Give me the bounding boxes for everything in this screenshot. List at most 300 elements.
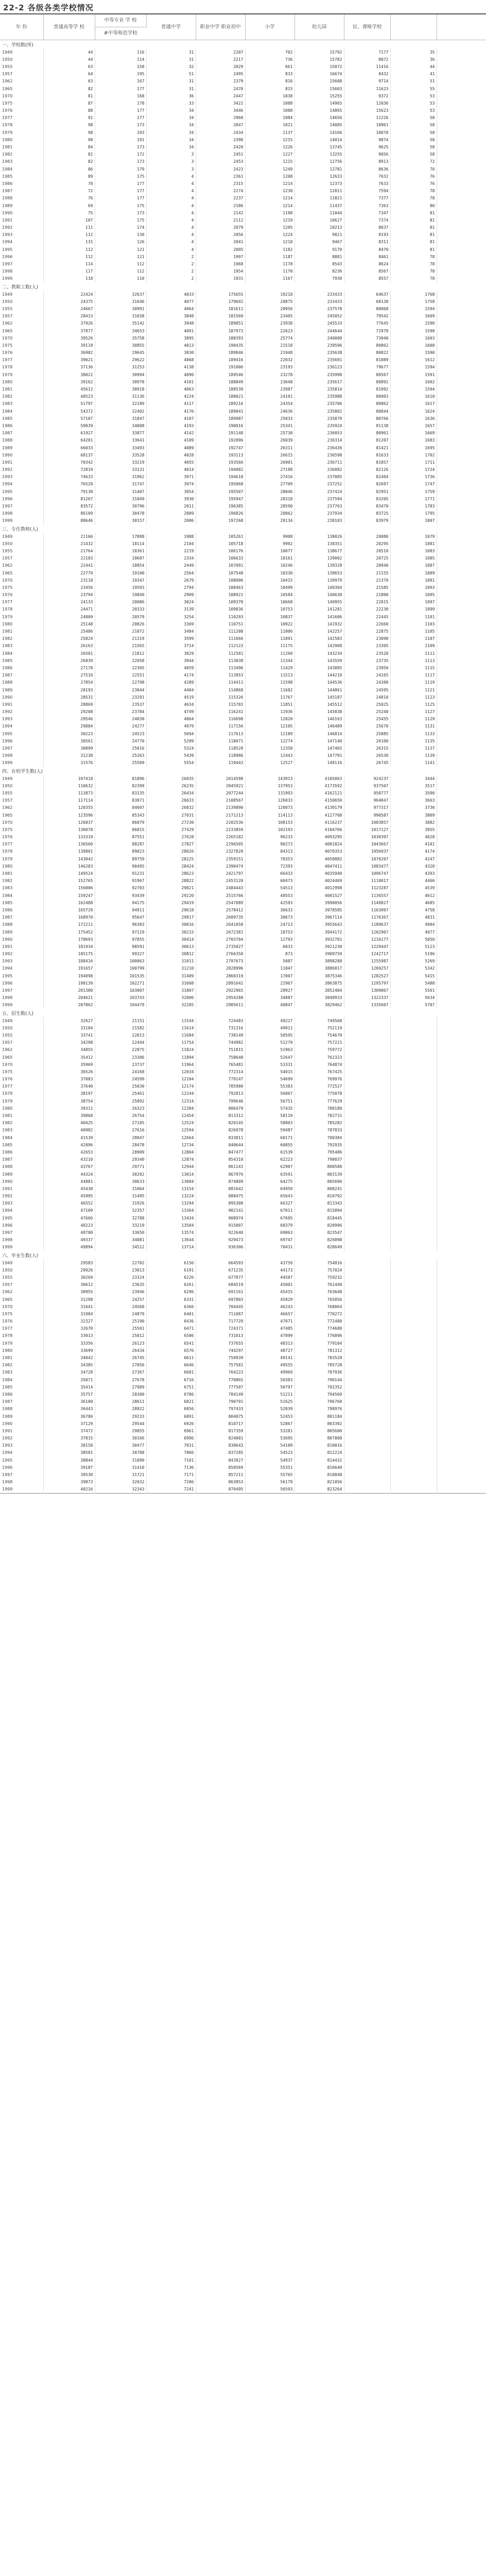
- row-year: 1976: [0, 349, 43, 357]
- row-year: 1970: [0, 577, 43, 584]
- table-cell: 13294: [146, 1200, 196, 1207]
- row-year: 1981: [0, 1112, 43, 1119]
- table-row: [0, 459, 486, 466]
- table-cell: 21319: [95, 635, 146, 642]
- table-row: [0, 606, 486, 613]
- table-cell: 1003857: [344, 819, 390, 826]
- table-cell: 20725: [344, 555, 390, 562]
- table-cell: 51625: [245, 1398, 294, 1405]
- table-cell: 33741: [43, 1031, 95, 1039]
- table-cell: 156006: [43, 885, 95, 892]
- table-cell: 76: [390, 173, 437, 180]
- table-cell: 236314: [294, 437, 344, 444]
- table-cell: 12594: [146, 1127, 196, 1134]
- table-cell: 2006: [146, 517, 196, 524]
- table-cell: 2641058: [196, 921, 245, 928]
- row-year: 1993: [0, 716, 43, 723]
- table-cell: 74633: [43, 473, 95, 481]
- table-cell: 8624: [344, 260, 390, 267]
- table-cell: 78: [390, 253, 437, 260]
- table-row: [0, 672, 486, 679]
- table-cell: 785728: [294, 1362, 344, 1369]
- table-cell: 798037: [294, 1156, 344, 1163]
- table-cell: 106176: [196, 547, 245, 554]
- table-row: [0, 495, 486, 502]
- table-cell: 55765: [245, 1471, 294, 1478]
- table-cell: 4864: [146, 716, 196, 723]
- table-row: [0, 1420, 486, 1427]
- table-cell: 7101: [146, 1456, 196, 1464]
- table-cell: 807808: [294, 1435, 344, 1442]
- row-year: 1962: [0, 320, 43, 327]
- table-cell: 39873: [43, 1479, 95, 1486]
- table-row: [0, 599, 486, 606]
- table-cell: 27628: [146, 834, 196, 841]
- row-year: 1983: [0, 1127, 43, 1134]
- table-cell: 77645: [344, 320, 390, 327]
- table-cell: 235638: [294, 349, 344, 357]
- table-cell: 684519: [196, 1281, 245, 1289]
- table-cell: 58: [390, 114, 437, 122]
- table-row: [0, 716, 486, 723]
- row-year: 1978: [0, 364, 43, 371]
- table-cell: [437, 1163, 486, 1171]
- table-cell: 34008: [95, 422, 146, 429]
- table-cell: [437, 877, 486, 885]
- table-cell: [437, 459, 486, 466]
- table-cell: 1617: [390, 400, 437, 408]
- table-cell: [437, 914, 486, 921]
- table-cell: 764223: [196, 1369, 245, 1376]
- table-cell: 90495: [95, 862, 146, 870]
- table-cell: 13574: [146, 1229, 196, 1236]
- table-cell: 1795: [390, 510, 437, 517]
- table-cell: [390, 1318, 437, 1325]
- table-cell: 4091: [146, 327, 196, 334]
- table-cell: [437, 107, 486, 114]
- table-cell: 51: [146, 71, 196, 78]
- table-cell: 810717: [196, 1420, 245, 1427]
- table-cell: 777507: [196, 1383, 245, 1391]
- table-cell: [437, 48, 486, 56]
- table-cell: 2202536: [196, 819, 245, 826]
- table-cell: 11964: [146, 1061, 196, 1068]
- table-cell: [344, 1017, 390, 1024]
- table-cell: 114: [95, 56, 146, 63]
- table-row: [0, 488, 486, 495]
- table-cell: 765856: [294, 1296, 344, 1303]
- table-cell: 81: [43, 92, 95, 99]
- table-cell: 238103: [294, 517, 344, 524]
- row-year: 1970: [0, 1061, 43, 1068]
- table-cell: 2547089: [196, 899, 245, 906]
- table-cell: 72393: [245, 862, 294, 870]
- table-cell: 189546: [196, 371, 245, 378]
- table-cell: 31409: [146, 972, 196, 979]
- table-cell: [344, 1347, 390, 1354]
- table-cell: [390, 1141, 437, 1148]
- table-cell: 867976: [196, 1171, 245, 1178]
- table-cell: 4063: [146, 385, 196, 393]
- table-cell: 23648: [245, 378, 294, 385]
- table-cell: 9714: [344, 78, 390, 85]
- table-cell: [390, 1266, 437, 1274]
- table-cell: 12527: [245, 759, 294, 767]
- table-cell: 792813: [196, 1090, 245, 1097]
- table-cell: [437, 1332, 486, 1340]
- table-cell: 24101: [245, 393, 294, 400]
- table-row: [0, 657, 486, 664]
- table-row: [0, 1017, 486, 1024]
- row-year: 1989: [0, 686, 43, 693]
- table-cell: 8236: [294, 268, 344, 275]
- table-cell: 12793: [245, 936, 294, 943]
- table-cell: 9821: [294, 231, 344, 239]
- table-cell: 81: [390, 216, 437, 224]
- table-row: [0, 664, 486, 671]
- table-cell: 178: [95, 99, 146, 107]
- table-cell: 179692: [196, 298, 245, 305]
- table-cell: 26530: [344, 752, 390, 759]
- table-cell: 25486: [43, 628, 95, 635]
- table-row: [0, 1068, 486, 1075]
- table-cell: 1598: [390, 327, 437, 334]
- table-cell: 10922: [245, 620, 294, 628]
- table-cell: 108006: [196, 577, 245, 584]
- table-cell: 35: [390, 48, 437, 56]
- row-year: 1987: [0, 430, 43, 437]
- table-cell: [437, 775, 486, 782]
- table-cell: [437, 620, 486, 628]
- table-row: [0, 1274, 486, 1281]
- table-cell: 81421: [344, 444, 390, 451]
- table-cell: 20510: [344, 547, 390, 554]
- table-row: [0, 752, 486, 759]
- table-cell: 1111: [390, 650, 437, 657]
- table-cell: [437, 1141, 486, 1148]
- table-cell: 1105: [390, 628, 437, 635]
- table-cell: 4: [146, 173, 196, 180]
- table-cell: 6226: [146, 1274, 196, 1281]
- table-cell: 25030: [95, 1083, 146, 1090]
- table-cell: 2495: [196, 71, 245, 78]
- row-year: 1998: [0, 994, 43, 1002]
- table-cell: 31747: [95, 481, 146, 488]
- table-cell: 25461: [95, 1090, 146, 1097]
- table-cell: 52867: [245, 1420, 294, 1427]
- table-cell: 724483: [196, 1017, 245, 1024]
- table-cell: 173: [95, 209, 146, 216]
- table-cell: 237252: [294, 481, 344, 488]
- table-row: [0, 114, 486, 122]
- table-cell: 8193: [344, 231, 390, 239]
- row-year: 1955: [0, 789, 43, 796]
- table-cell: 1123: [390, 693, 437, 701]
- table-row: [0, 180, 486, 187]
- table-cell: 3875346: [294, 972, 344, 979]
- table-cell: 7066: [146, 1449, 196, 1456]
- table-cell: 78: [390, 275, 437, 282]
- table-cell: [437, 1266, 486, 1274]
- table-cell: 27989: [95, 1383, 146, 1391]
- table-cell: 23324: [95, 1274, 146, 1281]
- table-cell: [437, 165, 486, 173]
- table-cell: 26745: [344, 759, 390, 767]
- table-cell: 72978: [344, 327, 390, 334]
- table-cell: 812224: [294, 1449, 344, 1456]
- table-cell: 32032: [95, 1479, 146, 1486]
- table-cell: [437, 268, 486, 275]
- table-cell: 10753: [245, 606, 294, 613]
- table-cell: 10584: [245, 591, 294, 599]
- table-cell: 2390474: [196, 862, 245, 870]
- row-year: 1962: [0, 78, 43, 85]
- table-cell: 873: [245, 951, 294, 958]
- row-year: 1995: [0, 972, 43, 979]
- table-cell: [437, 870, 486, 877]
- table-cell: 116241: [196, 708, 245, 716]
- table-cell: [437, 1017, 486, 1024]
- table-cell: 1043667: [344, 841, 390, 848]
- table-cell: [437, 951, 486, 958]
- row-year: 1989: [0, 202, 43, 209]
- table-cell: 767425: [294, 1068, 344, 1075]
- table-cell: [437, 1464, 486, 1471]
- table-cell: [437, 577, 486, 584]
- table-cell: 10668: [245, 599, 294, 606]
- table-cell: [390, 1449, 437, 1456]
- table-cell: 6611: [146, 1354, 196, 1361]
- row-year: 1950: [0, 540, 43, 547]
- table-cell: 11623: [344, 85, 390, 92]
- row-year: 1994: [0, 239, 43, 246]
- table-cell: [344, 1259, 390, 1266]
- table-cell: [437, 936, 486, 943]
- table-cell: 2453120: [196, 877, 245, 885]
- table-cell: 111208: [196, 628, 245, 635]
- table-cell: 828649: [294, 1244, 344, 1251]
- table-cell: 87551: [95, 834, 146, 841]
- table-cell: 11754: [146, 1039, 196, 1046]
- table-cell: [437, 826, 486, 833]
- table-cell: 117156: [196, 723, 245, 730]
- table-cell: 168970: [43, 914, 95, 921]
- table-cell: 7594: [344, 188, 390, 195]
- table-cell: [437, 1185, 486, 1192]
- table-cell: 98591: [95, 943, 146, 950]
- table-cell: 109836: [196, 606, 245, 613]
- table-cell: 27429: [146, 826, 196, 833]
- table-cell: 2077244: [196, 789, 245, 796]
- table-row: [0, 209, 486, 216]
- row-year: 1992: [0, 466, 43, 473]
- table-cell: 33528: [95, 451, 146, 459]
- table-row: [0, 686, 486, 693]
- table-cell: [437, 657, 486, 664]
- table-row: [0, 1178, 486, 1185]
- table-cell: 22424: [43, 291, 95, 298]
- table-cell: [437, 1420, 486, 1427]
- table-cell: 63: [43, 63, 95, 70]
- table-cell: [437, 928, 486, 936]
- table-cell: 29618: [146, 906, 196, 913]
- table-cell: 4: [146, 195, 196, 202]
- row-year: 1997: [0, 1229, 43, 1236]
- row-year: 1987: [0, 672, 43, 679]
- table-cell: 24810: [344, 693, 390, 701]
- table-cell: 189216: [196, 400, 245, 408]
- table-cell: 4289: [146, 679, 196, 686]
- table-row: [0, 679, 486, 686]
- table-cell: 26123: [95, 1340, 146, 1347]
- table-cell: [344, 1163, 390, 1171]
- table-cell: [344, 1193, 390, 1200]
- table-cell: 27367: [95, 1369, 146, 1376]
- row-year: 1957: [0, 1039, 43, 1046]
- table-cell: 4224: [146, 393, 196, 400]
- table-cell: [437, 437, 486, 444]
- table-cell: 115783: [196, 701, 245, 708]
- row-year: 1978: [0, 1090, 43, 1097]
- row-year: 1962: [0, 804, 43, 811]
- table-cell: 8311: [344, 239, 390, 246]
- table-cell: 30788: [95, 1449, 146, 1456]
- table-cell: 28193: [43, 686, 95, 693]
- row-year: 1955: [0, 547, 43, 554]
- table-cell: 41539: [43, 1134, 95, 1141]
- table-cell: 59039: [43, 422, 95, 429]
- table-cell: 25016: [95, 744, 146, 752]
- table-cell: 761440: [294, 1281, 344, 1289]
- table-cell: 9170: [294, 246, 344, 253]
- table-cell: 147791: [294, 752, 344, 759]
- table-cell: 702: [245, 48, 294, 56]
- table-cell: [437, 650, 486, 657]
- table-cell: 233433: [294, 291, 344, 298]
- table-cell: 23938: [245, 320, 294, 327]
- section-label: 四、在校学生数(人): [2, 769, 43, 774]
- table-cell: 146489: [294, 723, 344, 730]
- table-cell: [437, 635, 486, 642]
- row-year: 1990: [0, 936, 43, 943]
- table-cell: [437, 591, 486, 599]
- table-cell: 3978585: [294, 906, 344, 913]
- table-cell: 34: [146, 107, 196, 114]
- table-row: [0, 1435, 486, 1442]
- table-cell: 98: [43, 129, 95, 136]
- table-cell: [344, 1207, 390, 1214]
- table-row: [0, 408, 486, 415]
- table-row: [0, 165, 486, 173]
- row-year: 1992: [0, 1435, 43, 1442]
- table-cell: 39530: [43, 1471, 95, 1478]
- table-cell: 22013: [95, 1031, 146, 1039]
- table-cell: 98: [43, 136, 95, 143]
- table-row: [0, 987, 486, 994]
- table-cell: 11821: [294, 195, 344, 202]
- row-year: 1991: [0, 1427, 43, 1434]
- table-cell: 33699: [43, 1347, 95, 1354]
- table-cell: 35757: [43, 1391, 95, 1398]
- table-cell: 20080: [344, 533, 390, 540]
- table-cell: 25885: [344, 730, 390, 737]
- row-year: 1988: [0, 921, 43, 928]
- table-cell: 28225: [146, 855, 196, 862]
- table-cell: [437, 1046, 486, 1054]
- table-cell: 29340: [95, 1156, 146, 1163]
- table-cell: 143559: [294, 657, 344, 664]
- table-cell: 2447: [196, 92, 245, 99]
- table-cell: [437, 892, 486, 899]
- table-cell: 31238: [43, 752, 95, 759]
- table-cell: 691161: [196, 1289, 245, 1296]
- table-cell: 37083: [43, 1076, 95, 1083]
- table-header: [0, 14, 486, 40]
- table-cell: 2005: [196, 246, 245, 253]
- section-label: 六、毕业生数(人): [2, 1253, 39, 1259]
- table-cell: 790144: [294, 1376, 344, 1383]
- table-cell: 757024: [294, 1266, 344, 1274]
- table-cell: [437, 1376, 486, 1383]
- table-cell: 10415: [245, 577, 294, 584]
- table-cell: [344, 1134, 390, 1141]
- table-cell: 870495: [196, 1486, 245, 1494]
- row-year: 1955: [0, 305, 43, 312]
- table-cell: 1669: [390, 430, 437, 437]
- table-cell: [437, 495, 486, 502]
- table-cell: [437, 547, 486, 554]
- table-cell: 12011: [294, 188, 344, 195]
- table-cell: [437, 400, 486, 408]
- table-cell: 11684: [146, 1031, 196, 1039]
- table-cell: 191148: [196, 430, 245, 437]
- table-row: [0, 533, 486, 540]
- table-cell: [437, 958, 486, 965]
- table-row: [0, 958, 486, 965]
- table-cell: 145512: [294, 701, 344, 708]
- table-cell: 11851: [245, 701, 294, 708]
- table-cell: [437, 1112, 486, 1119]
- row-year: 1976: [0, 1318, 43, 1325]
- table-row: [0, 1193, 486, 1200]
- table-cell: 1702: [390, 451, 437, 459]
- table-cell: 2564: [146, 569, 196, 577]
- table-row: [0, 371, 486, 378]
- row-year: 1998: [0, 752, 43, 759]
- table-row: [0, 1244, 486, 1251]
- row-year: 1994: [0, 1207, 43, 1214]
- table-cell: 11044: [294, 209, 344, 216]
- table-cell: 5342: [390, 965, 437, 972]
- table-cell: [390, 1163, 437, 1171]
- table-cell: [437, 342, 486, 349]
- table-cell: 3852404: [294, 987, 344, 994]
- table-cell: 1591: [390, 371, 437, 378]
- table-cell: 861143: [196, 1163, 245, 1171]
- table-cell: 4150650: [294, 797, 344, 804]
- table-cell: 68137: [43, 451, 95, 459]
- table-row: [0, 1141, 486, 1148]
- table-cell: 10078: [344, 129, 390, 136]
- table-cell: 32006: [146, 994, 196, 1002]
- table-cell: [437, 972, 486, 979]
- row-year: 1984: [0, 1134, 43, 1141]
- table-cell: 80862: [344, 400, 390, 408]
- table-cell: 2847: [196, 122, 245, 129]
- table-cell: 26315: [344, 744, 390, 752]
- table-row: [0, 1296, 486, 1303]
- table-cell: 1612: [390, 357, 437, 364]
